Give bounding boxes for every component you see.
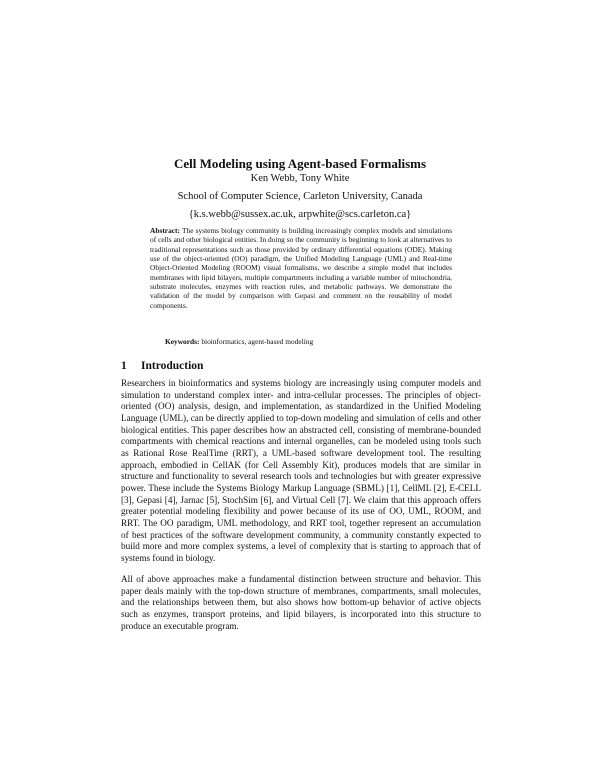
- section-title: Introduction: [141, 360, 204, 372]
- paper-title: Cell Modeling using Agent-based Formalisms: [173, 156, 427, 171]
- abstract-label: Abstract:: [150, 226, 180, 235]
- section-number: 1: [121, 360, 127, 372]
- body-paragraph-2: All of above approaches make a fundamental distinction between structure and behavior. This paper deals mainly with the top-down structure of membranes, compartments, small molecules, and the relationships between them, but also shows how bottom-up behavior of active objects such as enzymes, transport proteins, and lipid bilayers, is incorporated into this structure to produce an executable program.: [121, 574, 481, 631]
- abstract-text: The systems biology community is building increasingly complex models and simulations of cells and other biological entities. In doing so the community is beginning to look at alternatives to traditional representations such as those provided by ordinary differential equations (ODE). Making use of the object-oriented (OO) paradigm, the Unified Modeling Language (UML) and Real-time Object-Oriented Modeling (ROOM) visual formalisms, we describe a simple model that includes membranes with lipid bilayers, multiple compartments including a variable number of mitochondria, substrate molecules, enzymes with reaction rules, and metabolic pathways. We demonstrate the validation of the model by comparison with Gepasi and comment on the reusability of model components.: [150, 226, 452, 310]
- paper-affiliation: School of Computer Science, Carleton University, Canada: [177, 191, 423, 202]
- keywords: [165, 337, 455, 346]
- paper-authors: Ken Webb, Tony White: [250, 173, 350, 184]
- body-paragraph-1: Researchers in bioinformatics and systems biology are increasingly using computer models and simulation to understand complex inter- and intra-cellular processes. The principles of object-oriented (OO) analysis, design, and implementation, as standardized in the Unified Modeling Language (UML), can be directly applied to top-down modeling and simulation of cells and other biological entities. This paper describes how an abstracted cell, consisting of membrane-bounded compartments with chemical reactions and internal organelles, can be modeled using tools such as Rational Rose RealTime (RRT), a UML-based software development tool. The resulting approach, embodied in CellAK (for Cell Assembly Kit), produces models that are similar in structure and functionality to several research tools and technologies but with greater expressive power. These include the Systems Biology Markup Language (SBML) [1], CellML [2], E-CELL [3], Gepasi [4], Jarnac [5], StochSim [6], and Virtual Cell [7]. We claim that this approach offers greater potential modeling flexibility and power because of its use of OO, UML, ROOM, and RRT. The OO paradigm, UML methodology, and RRT tool, together represent an accumulation of best practices of the software development community, a community constantly expected to build more and more complex systems, a level of complexity that is starting to approach that of systems found in biology.: [121, 378, 481, 563]
- paper-emails: {k.s.webb@sussex.ac.uk, arpwhite@scs.carleton.ca}: [188, 209, 412, 220]
- abstract: [150, 226, 452, 310]
- keywords-label: Keywords:: [165, 337, 200, 346]
- keywords-text: bioinformatics, agent-based modeling: [199, 337, 314, 346]
- section-heading: [121, 360, 203, 372]
